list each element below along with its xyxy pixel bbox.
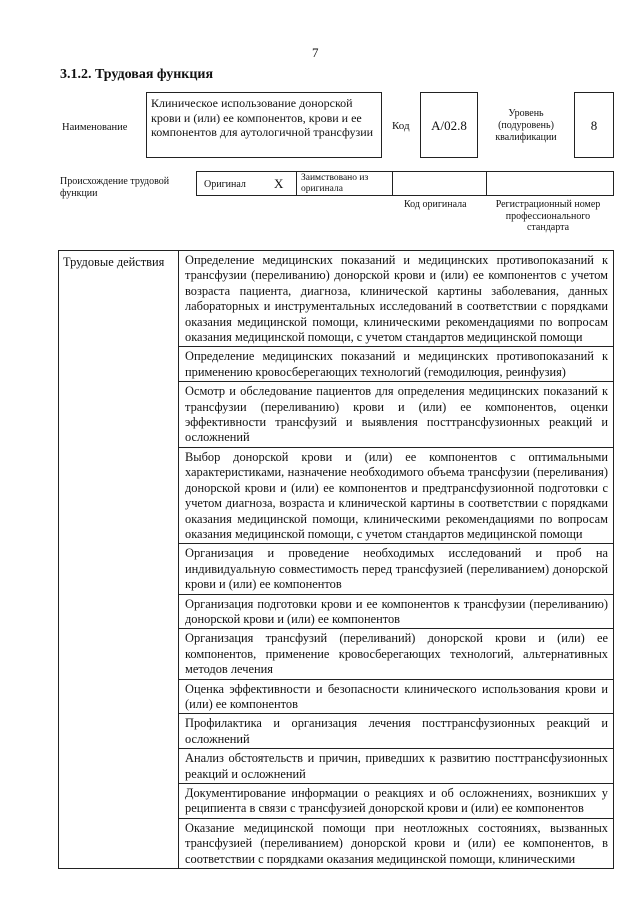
labor-action-item: Оценка эффективности и безопасности клинического использования крови и (или) ее компонентов [179,679,614,714]
labor-actions-label: Трудовые действия [59,251,179,869]
level-value-box [574,92,614,158]
labor-action-item: Организация трансфузий (переливаний) донорской крови и (или) ее компонентов, применение кровосберегающих технологий, альтернативных методов лечения [179,629,614,679]
level-label: Уровень (подуровень) квалификации [495,108,557,143]
labor-action-item: Профилактика и организация лечения посттрансфузионных реакций и осложнений [179,714,614,749]
origin-label: Происхождение трудовой функции [60,176,170,199]
table-row [59,251,614,347]
reg-number-caption: Регистрационный номер профессионального стандарта [495,199,601,233]
code-original-caption: Код оригинала [404,199,467,210]
name-value: Клиническое использование донорской крови и (или) ее компонентов, крови и ее компонентов для аутологичной трансфузии [151,96,374,139]
original-mark: X [274,176,284,191]
labor-action-item: Анализ обстоятельств и причин, приведших к развитию посттрансфузионных реакций и осложнений [179,749,614,784]
labor-action-item: Оказание медицинской помощи при неотложных состояниях, вызванных трансфузией (переливанием) донорской крови и (или) ее компонентов, в соответствии с порядками оказания медицинской помощи, клиническими [179,818,614,868]
labor-action-item: Определение медицинских показаний и медицинских противопоказаний к применению кровосберегающих технологий (гемодилюция, реинфузия) [179,347,614,382]
original-label: Оригинал [204,179,246,190]
origin-divider-2 [392,171,393,196]
origin-row-box [196,171,614,196]
labor-action-item: Выбор донорской крови и (или) ее компонентов с оптимальными характеристиками, назначение необходимого объема трансфузии (переливания) донорской крови и (или) ее компонентов и предтрансфузионной подготовки с учетом диагноза, возраста и клинической картины в соответствии с порядками оказания медицинской помощи, клиническими рекомендациями по вопросам оказания медицинской помощи, с учетом стандартов медицинской помощи [179,447,614,543]
code-label: Код [392,120,410,132]
labor-action-item: Осмотр и обследование пациентов для определения медицинских показаний к трансфузии (переливанию) крови и (или) ее компонентов, оценки эффективности трансфузий и выявления посттрансфузионных реакций и осложнений [179,382,614,448]
code-value-box [420,92,478,158]
borrowed-label: Заимствовано из оригинала [301,173,369,194]
level-value: 8 [590,118,598,133]
labor-action-item: Организация и проведение необходимых исследований и проб на индивидуальную совместимость перед трансфузией (переливанием) донорской крови и (или) ее компонентов [179,544,614,594]
labor-actions-table [58,250,614,869]
name-label: Наименование [62,122,128,133]
section-title: 3.1.2. Трудовая функция [60,67,214,82]
labor-action-item: Документирование информации о реакциях и об осложнениях, возникших у реципиента в связи с трансфузией донорской крови и (или) ее компонентов [179,784,614,819]
origin-divider-1 [296,171,297,196]
labor-action-item: Определение медицинских показаний и медицинских противопоказаний к трансфузии (переливанию) донорской крови и (или) ее компонентов с учетом возраста пациента, диагноза, клинической картины заболевания, данных лабораторных и инструментальных исследований в соответствии с порядками оказания медицинской помощи, клиническими рекомендациями по вопросам оказания медицинской помощи, с учетом стандартов медицинской помощи [179,251,614,347]
page-number: 7 [312,45,319,60]
origin-divider-3 [486,171,487,196]
name-value-box [146,92,382,158]
labor-action-item: Организация подготовки крови и ее компонентов к трансфузии (переливанию) донорской крови и (или) ее компонентов [179,594,614,629]
code-value: А/02.8 [431,118,467,133]
